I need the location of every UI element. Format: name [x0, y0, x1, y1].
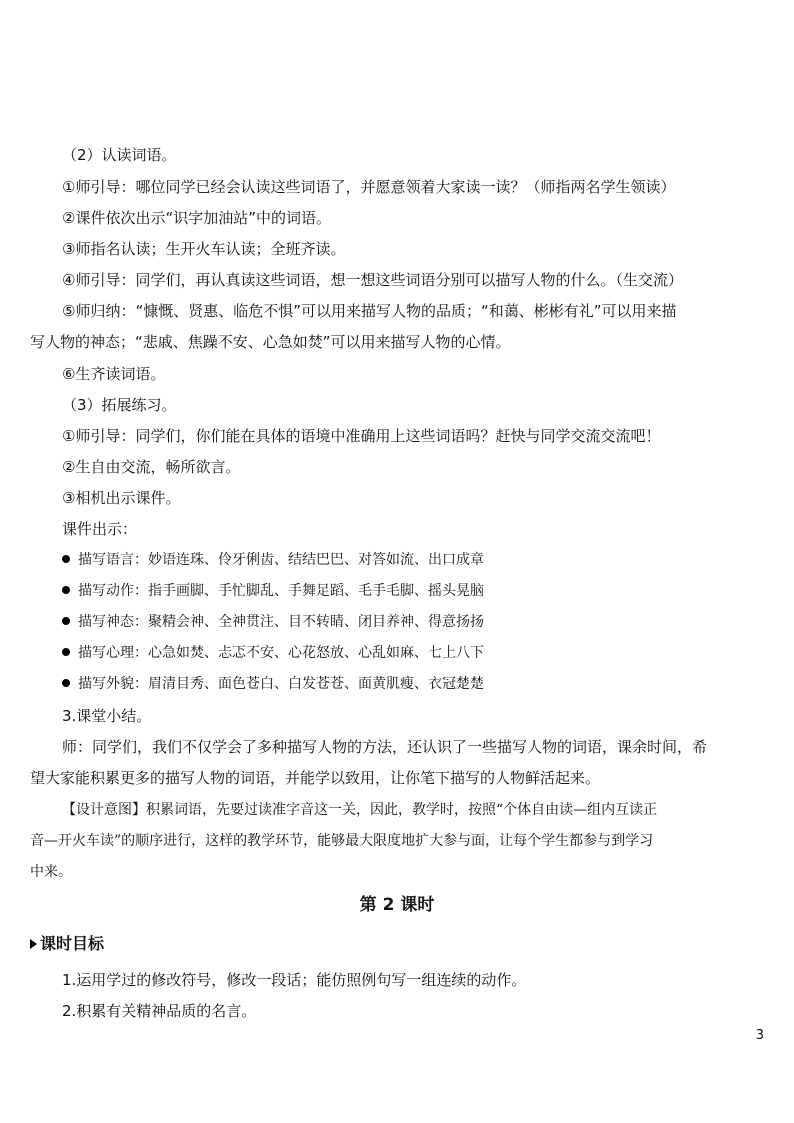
page-number: 3: [755, 1028, 764, 1043]
paragraph-line: 望大家能积累更多的描写人物的词语，并能学以致用，让你笔下描写的人物鲜活起来。: [30, 769, 601, 787]
goal-item: 1.运用学过的修改符号，修改一段话；能仿照例句写一组连续的动作。: [62, 971, 527, 989]
step-3-heading: （3）拓展练习。: [62, 396, 177, 414]
bullet-item: 描写动作：指手画脚、手忙脚乱、手舞足蹈、毛手毛脚、摇头晃脑: [62, 581, 484, 601]
courseware-label: 课件出示：: [62, 520, 138, 538]
paragraph-line: 写人物的神态；“悲戚、焦躁不安、心急如焚”可以用来描写人物的心情。: [30, 333, 511, 351]
triangle-marker-icon: [30, 939, 37, 949]
paragraph-line: ⑥生齐读词语。: [62, 365, 166, 383]
goal-heading: 课时目标: [30, 933, 104, 955]
paragraph-line: 师：同学们，我们不仅学会了多种描写人物的方法，还认识了一些描写人物的词语，课余时间，希: [62, 738, 708, 756]
bullet-item: 描写外貌：眉清目秀、面色苍白、白发苍苍、面黄肌瘦、衣冠楚楚: [62, 674, 484, 694]
paragraph-line: ②课件依次出示“识字加油站”中的词语。: [62, 209, 331, 227]
bullet-item: 描写心理：心急如焚、忐忑不安、心花怒放、心乱如麻、七上八下: [62, 643, 484, 663]
lesson-title: 第 2 课时: [359, 895, 435, 915]
bullet-dot-icon: [62, 648, 70, 656]
design-intent-line: 【设计意图】积累词语，先要过读准字音这一关，因此，教学时，按照“个体自由读—组内互读正: [62, 802, 658, 818]
step-2-heading: （2）认读词语。: [62, 146, 177, 164]
bullet-item: 描写语言：妙语连珠、伶牙俐齿、结结巴巴、对答如流、出口成章: [62, 550, 484, 570]
bullet-dot-icon: [62, 555, 70, 563]
paragraph-line: ①师引导：同学们，你们能在具体的语境中准确用上这些词语吗？赶快与同学交流交流吧！: [62, 427, 661, 445]
paragraph-line: ②生自由交流，畅所欲言。: [62, 458, 241, 476]
paragraph-line: ①师引导：哪位同学已经会认读这些词语了，并愿意领着大家读一读？（师指两名学生领读）: [62, 178, 676, 196]
class-summary-heading: 3.课堂小结。: [62, 707, 152, 725]
design-intent-line: 音—开火车读”的顺序进行，这样的教学环节，能够最大限度地扩大参与面，让每个学生都参与到学习: [30, 833, 654, 849]
design-intent-line: 中来。: [30, 864, 72, 880]
bullet-dot-icon: [62, 617, 70, 625]
goal-item: 2.积累有关精神品质的名言。: [62, 1002, 257, 1020]
paragraph-line: ④师引导：同学们，再认真读这些词语，想一想这些词语分别可以描写人物的什么。（生交流）: [62, 271, 683, 289]
paragraph-line: ③师指名认读；生开火车认读；全班齐读。: [62, 240, 346, 258]
paragraph-line: ⑤师归纳：“慷慨、贤惠、临危不惧”可以用来描写人物的品质；“和蔼、彬彬有礼”可以用来描: [62, 302, 677, 320]
bullet-item: 描写神态：聚精会神、全神贯注、目不转睛、闭目养神、得意扬扬: [62, 612, 484, 632]
paragraph-line: ③相机出示课件。: [62, 489, 181, 507]
bullet-dot-icon: [62, 679, 70, 687]
bullet-dot-icon: [62, 586, 70, 594]
